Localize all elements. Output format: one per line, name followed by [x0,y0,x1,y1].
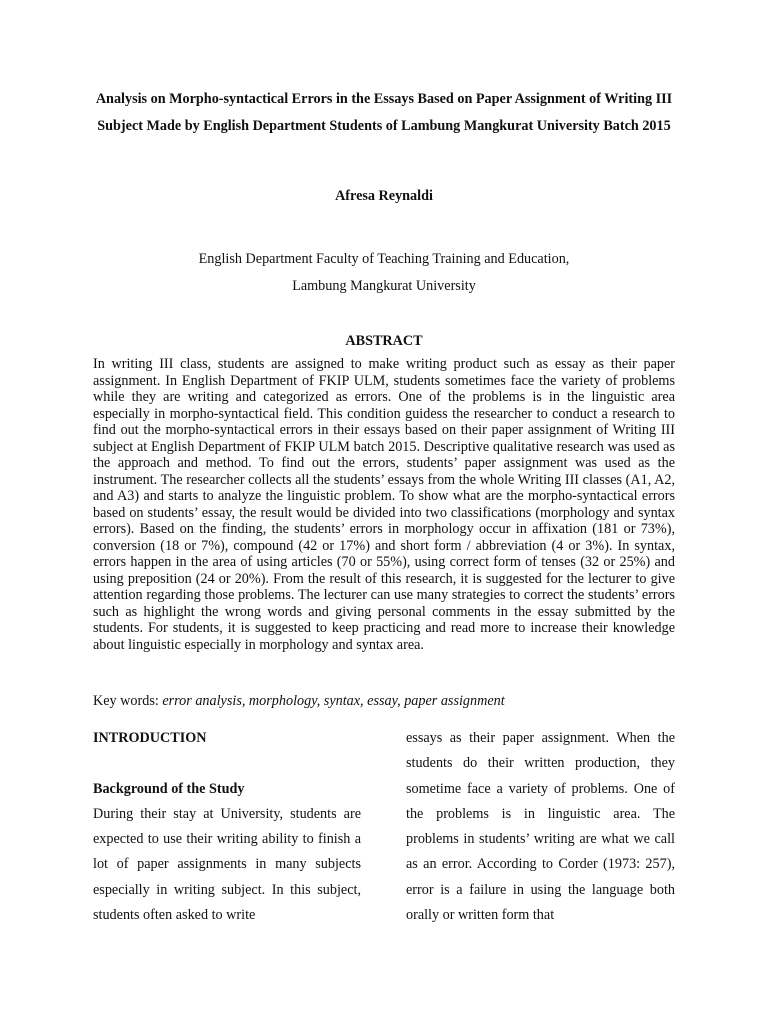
left-column [93,726,361,928]
keywords [93,693,675,710]
affiliation-line-1: English Department Faculty of Teaching Training and Education, [198,251,570,267]
abstract-body: In writing III class, students are assigned to make writing product such as essay as their paper assignment. In English Department of FKIP ULM, students sometimes face the variety of problems while they are writing and categorized as errors. One of the problems is in the linguistic area especially in morpho-syntactical field. This condition guidess the researcher to conduct a research to find out the morpho-syntactical errors in their essays based on their paper assignment of Writing III subject at English Department of FKIP ULM batch 2015. Descriptive qualitative research was used as the approach and method. To find out the errors, students’ paper assignment was used as the instrument. The researcher collects all the students’ essays from the whole Writing III classes (A1, A2, and A3) and starts to analyze the linguistic problem. To show what are the morpho-syntactical errors based on students’ essay, the result would be divided into two classifications (morphology and syntax errors). Based on the finding, the students’ errors in morphology occur in affixation (181 or 73%), conversion (18 or 7%), compound (42 or 17%) and short form / abbreviation (4 or 3%). In syntax, errors happen in the area of using articles (70 or 55%), using correct form of tenses (32 or 25%) and using preposition (24 or 20%). From the result of this research, it is suggested for the lecturer to give attention regarding those problems. The lecturer can use many strategies to correct the students’ errors such as highlight the wrong words and giving personal comments in the essay submitted by the students. For students, it is suggested to keep practicing and read more to increase their knowledge about linguistic especially in morphology and syntax area. [93,356,675,653]
keywords-label: Key words: [93,693,163,709]
affiliation-line-2: Lambung Mangkurat University [292,277,476,294]
keywords-terms: error analysis, morphology, syntax, essay, paper assignment [162,693,505,709]
intro-left-paragraph: During their stay at University, students are expected to use their writing ability to finish a lot of paper assignments in many subjects especially in writing subject. In this subject, students often asked to write [93,805,361,924]
author-affiliation [0,246,768,299]
abstract-heading: ABSTRACT [345,333,423,349]
author-name: Afresa Reynaldi [335,188,433,204]
background-subheading: Background of the Study [93,780,245,797]
introduction-heading: INTRODUCTION [93,730,207,746]
intro-right-paragraph: essays as their paper assignment. When the students do their written production, they sometime face a variety of problems. One of the problems is in linguistic area. The problems in students’ writing are what we call as an error. According to Corder (1973: 257), error is a failure in using the language both orally or written form that [406,730,675,924]
paper-title: Analysis on Morpho-syntactical Errors in the Essays Based on Paper Assignment of Writing III Subject Made by English Department Students of Lambung Mangkurat University Batch 2015 [95,91,673,134]
section-spacer [93,751,361,776]
right-column [406,726,675,928]
